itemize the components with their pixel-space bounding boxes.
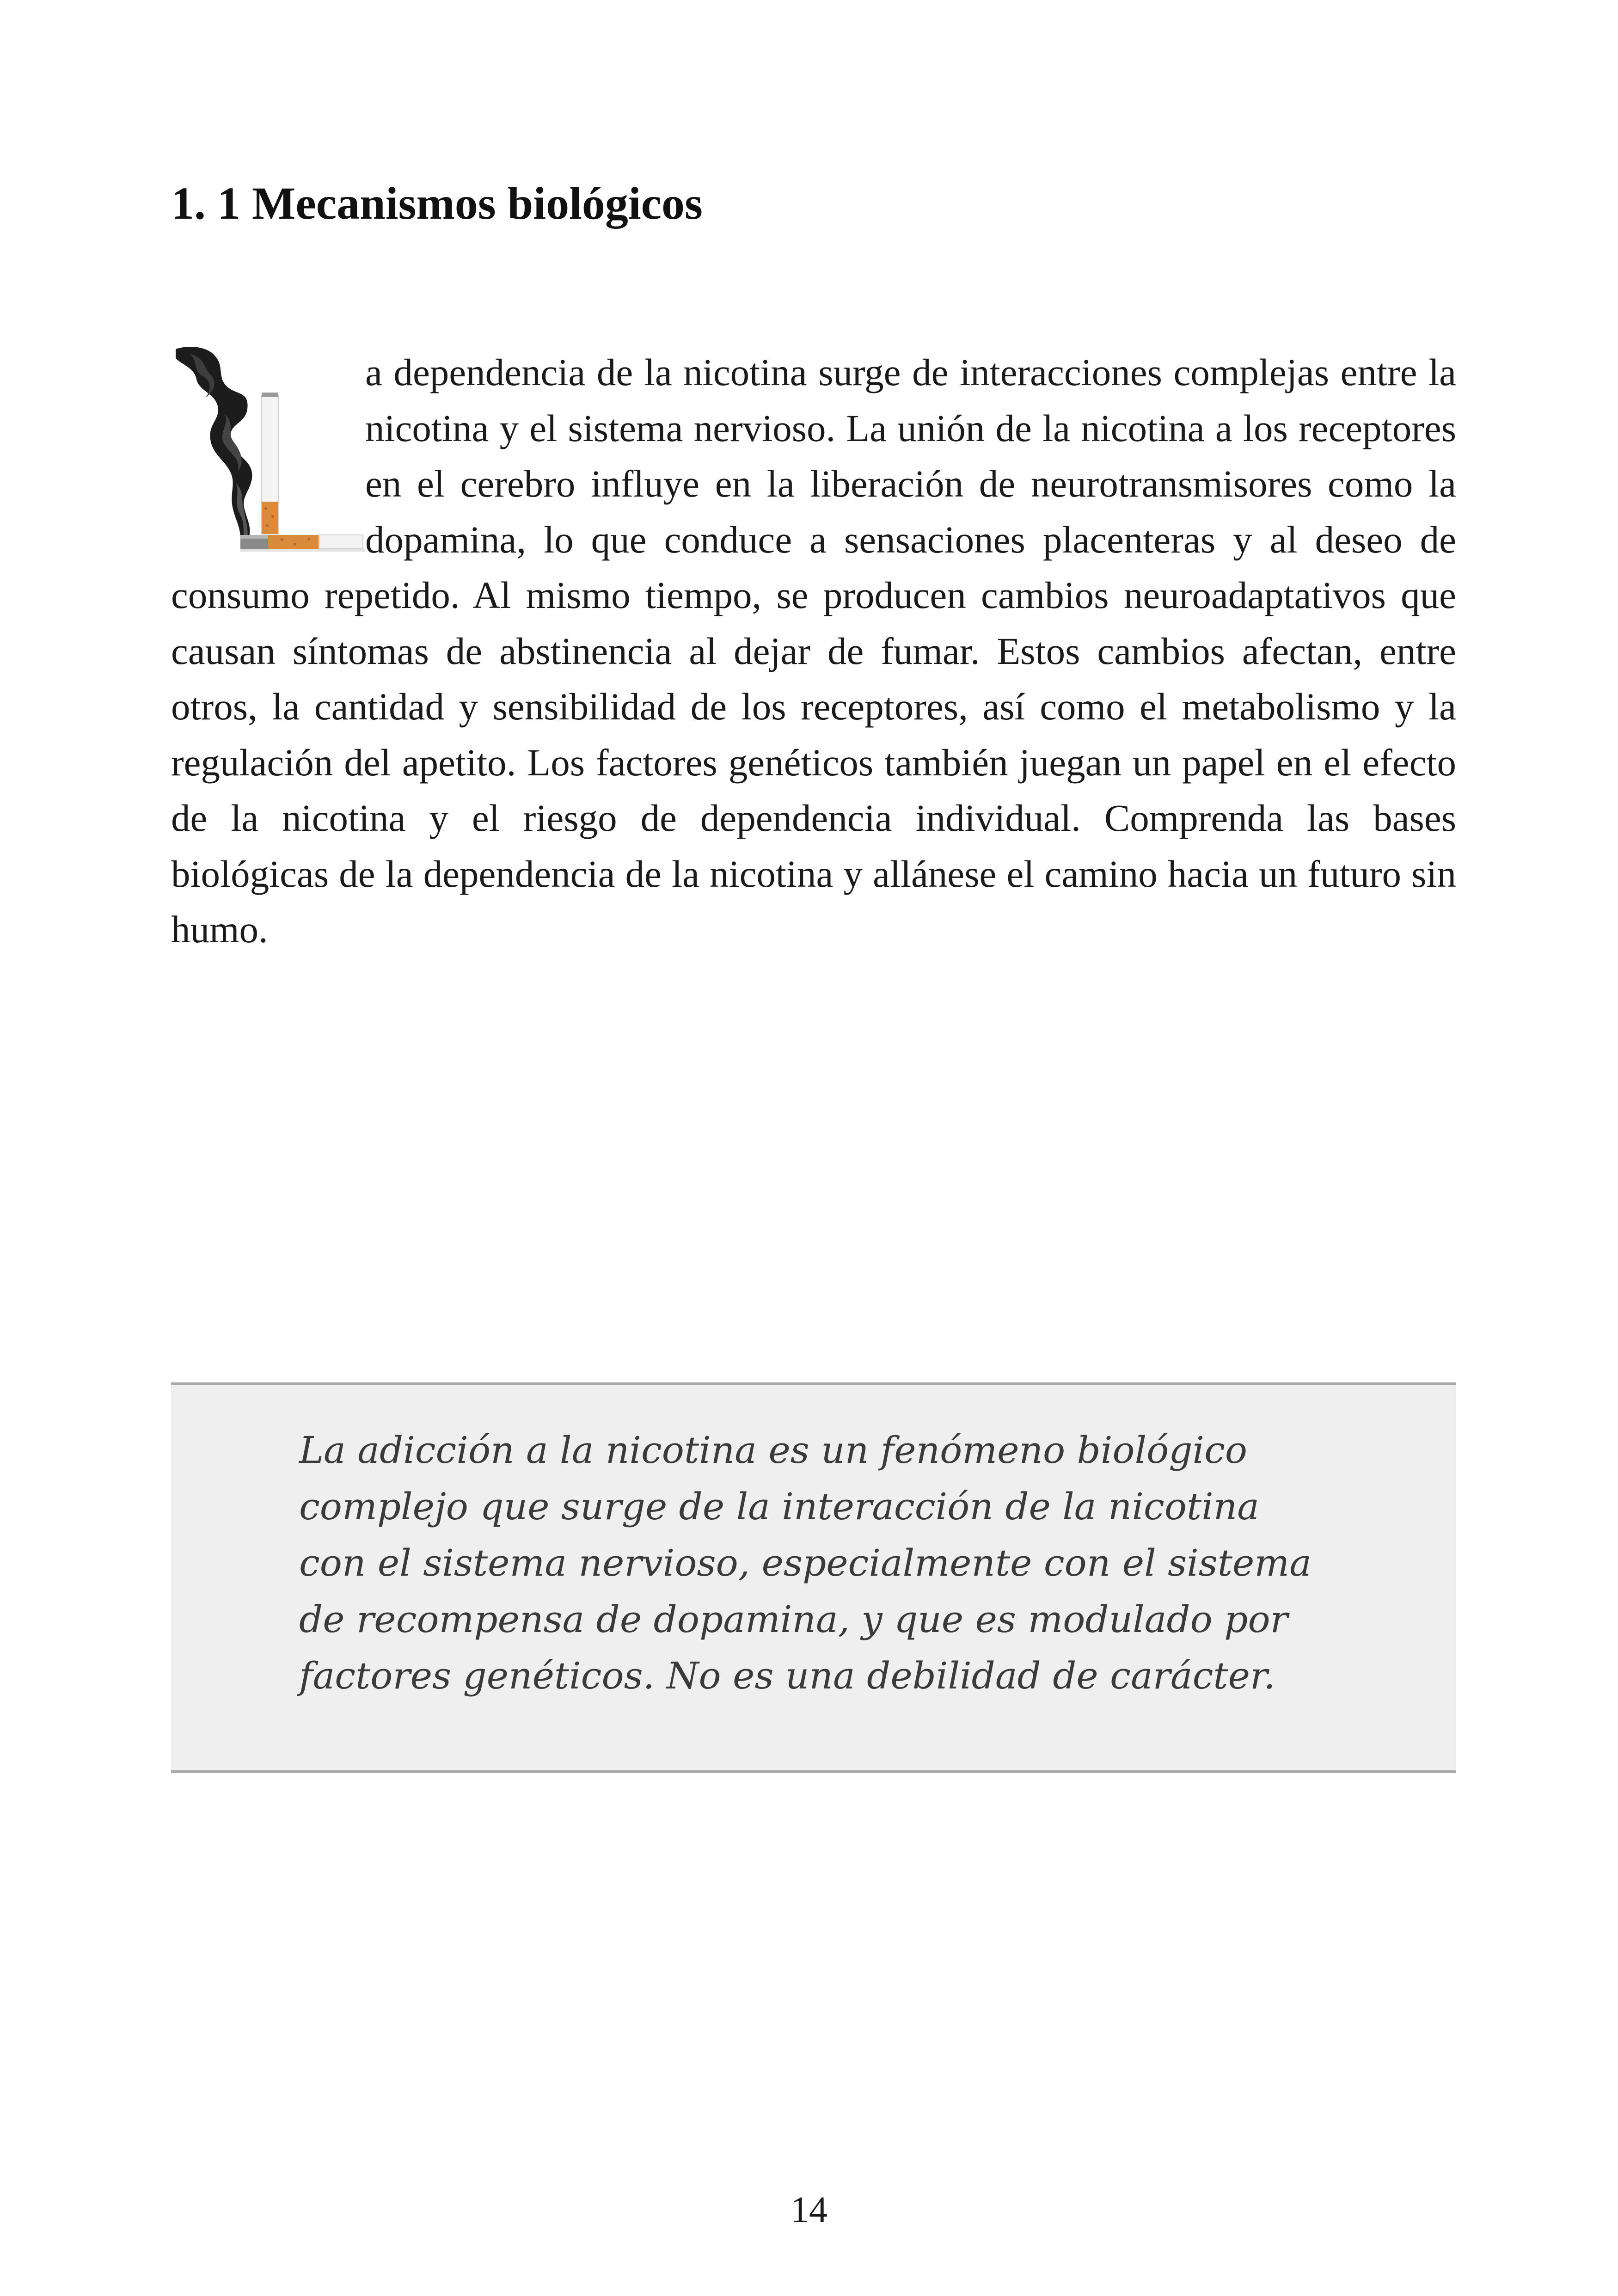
callout-box <box>171 1382 1456 1773</box>
page-number: 14 <box>791 2190 827 2230</box>
callout-text: La adicción a la nicotina es un fenómeno biológico complejo que surge de la interacción de la nicotina con el sistema nervioso, especialmente con el sistema de recompensa de dopamina, y que es modulado por factores genéticos. No es una debilidad de carácter. <box>299 1429 1312 1697</box>
section-title: 1. 1 Mecanismos biológicos <box>171 178 703 229</box>
body-text: a dependencia de la nicotina surge de interacciones complejas entre la nicotina y el sistema nervioso. La unión de la nicotina a los receptores en el cerebro influye en la liberación de neurotransmisores como la dopamina, lo que conduce a sensaciones placenteras y al deseo de consumo repetido. Al mismo tiempo, se producen cambios neuroadaptativos que causan síntomas de abstinencia al dejar de fumar. Estos cambios afectan, entre otros, la cantidad y sensibilidad de los receptores, así como el metabolismo y la regulación del apetito. Los factores genéticos también juegan un papel en el efecto de la nicotina y el riesgo de dependencia individual. Comprenda las bases biológicas de la dependencia de la nicotina y allánese el camino hacia un futuro sin humo. <box>171 351 1456 951</box>
body-paragraph <box>171 344 1456 958</box>
smoking-cigarette-letter-l-icon <box>171 344 365 564</box>
